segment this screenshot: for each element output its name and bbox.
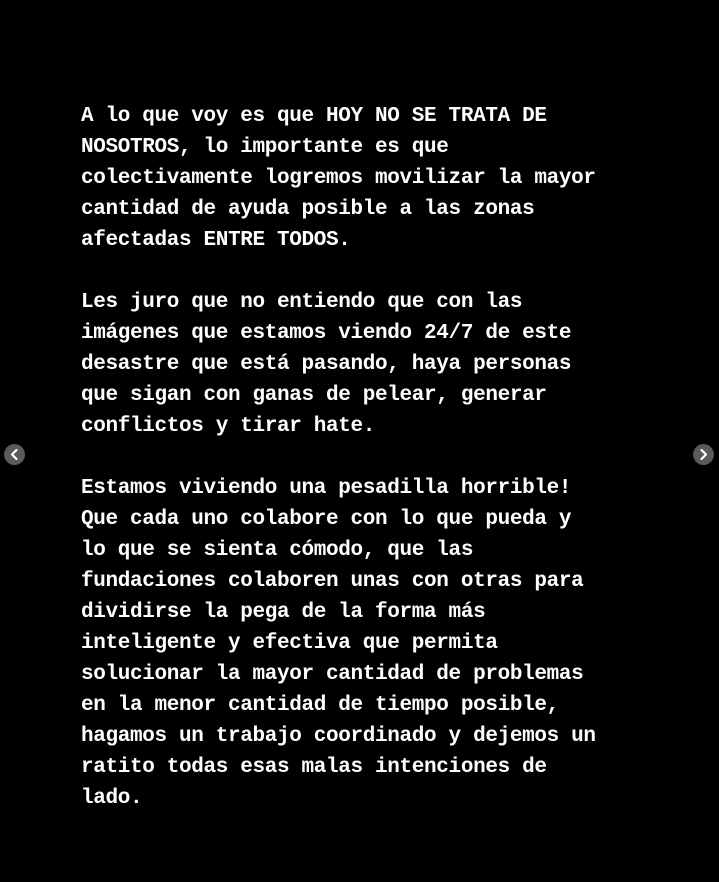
text-line: Estamos viviendo una pesadilla horrible! (81, 477, 572, 500)
text-line: solucionar la mayor cantidad de problemas (81, 663, 584, 686)
text-line: lado. (81, 787, 143, 810)
text-line: Que cada uno colabore con lo que pueda y (81, 508, 572, 531)
paragraph-1 (81, 101, 681, 256)
chevron-right-icon (693, 444, 714, 465)
paragraph-2 (81, 287, 681, 442)
chevron-left-icon (4, 444, 25, 465)
text-line: NOSOTROS, lo importante es que (81, 136, 449, 159)
story-text (81, 101, 681, 845)
text-line: ratito todas esas malas intenciones de (81, 756, 547, 779)
text-line: dividirse la pega de la forma más (81, 601, 486, 624)
text-line: inteligente y efectiva que permita (81, 632, 498, 655)
text-line: lo que se sienta cómodo, que las (81, 539, 474, 562)
text-line: fundaciones colaboren unas con otras para (81, 570, 584, 593)
previous-slide-button[interactable] (4, 444, 25, 465)
text-line: desastre que está pasando, haya personas (81, 353, 572, 376)
text-line: hagamos un trabajo coordinado y dejemos un (81, 725, 596, 748)
text-line: en la menor cantidad de tiempo posible, (81, 694, 559, 717)
next-slide-button[interactable] (693, 444, 714, 465)
text-line: colectivamente logremos movilizar la mayor (81, 167, 596, 190)
text-line: Les juro que no entiendo que con las (81, 291, 523, 314)
text-line: A lo que voy es que HOY NO SE TRATA DE (81, 105, 547, 128)
paragraph-3 (81, 473, 681, 814)
text-line: cantidad de ayuda posible a las zonas (81, 198, 535, 221)
text-line: afectadas ENTRE TODOS. (81, 229, 351, 252)
text-line: conflictos y tirar hate. (81, 415, 376, 438)
text-line: que sigan con ganas de pelear, generar (81, 384, 547, 407)
text-line: imágenes que estamos viendo 24/7 de este (81, 322, 572, 345)
